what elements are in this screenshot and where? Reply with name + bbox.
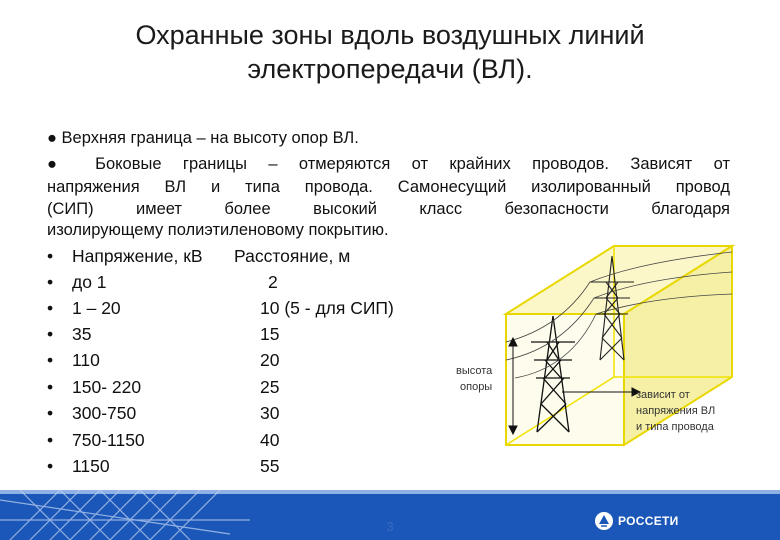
depends-label-line-1: зависит от [636,389,690,401]
security-zone-diagram [440,242,740,487]
row-voltage: 110 [72,350,100,370]
row-distance: 55 [260,456,280,476]
list-bullet: • [47,324,54,344]
page-number: 3 [386,519,394,534]
list-bullet: • [47,350,54,370]
rosseti-logo [594,508,679,534]
row-distance: 10 (5 - для СИП) [260,298,394,318]
side-boundary-line-2: напряжения ВЛ и типа провода. Самонесущий изолированный провод [47,178,730,196]
list-bullet: • [47,403,54,423]
row-voltage: до 1 [72,272,107,292]
rosseti-emblem-icon [594,511,614,531]
list-bullet: • [47,298,54,318]
height-label-line-1: высота [456,365,493,377]
header-voltage: Напряжение, кВ [72,246,203,266]
slide-title-line-1: Охранные зоны вдоль воздушных линий [135,20,645,50]
list-bullet: • [47,456,54,476]
slide-title-line-2: электропередачи (ВЛ). [247,54,533,84]
side-boundary-line-4: изолирующему полиэтиленовому покрытию. [47,221,389,239]
row-voltage: 35 [72,324,92,344]
height-label-line-2: опоры [460,381,493,393]
row-voltage: 750-1150 [72,430,145,450]
row-distance: 40 [260,430,280,450]
side-boundary-line-3: (СИП) имеет более высокий класс безопасности благодаря [47,200,730,218]
row-voltage: 150- 220 [72,377,142,397]
row-voltage: 300-750 [72,403,137,423]
list-bullet: • [47,377,54,397]
header-distance: Расстояние, м [234,246,351,266]
row-distance: 15 [260,324,280,344]
row-distance: 25 [260,377,280,397]
side-boundary-line-1: ● Боковые границы – отмеряются от крайних проводов. Зависят от [47,155,730,173]
row-voltage: 1150 [72,456,110,476]
depends-label-line-2: напряжения ВЛ [636,405,716,417]
row-voltage: 1 – 20 [72,298,121,318]
row-distance: 30 [260,403,280,423]
logo-text: РОССЕТИ [618,514,679,528]
row-distance: 2 [268,272,278,292]
list-bullet: • [47,272,54,292]
upper-boundary-text: ● Верхняя граница – на высоту опор ВЛ. [47,129,359,147]
list-bullet: • [47,246,54,266]
slide-title [60,18,720,86]
depends-label-line-3: и типа провода [636,421,714,433]
list-bullet: • [47,430,54,450]
row-distance: 20 [260,350,280,370]
